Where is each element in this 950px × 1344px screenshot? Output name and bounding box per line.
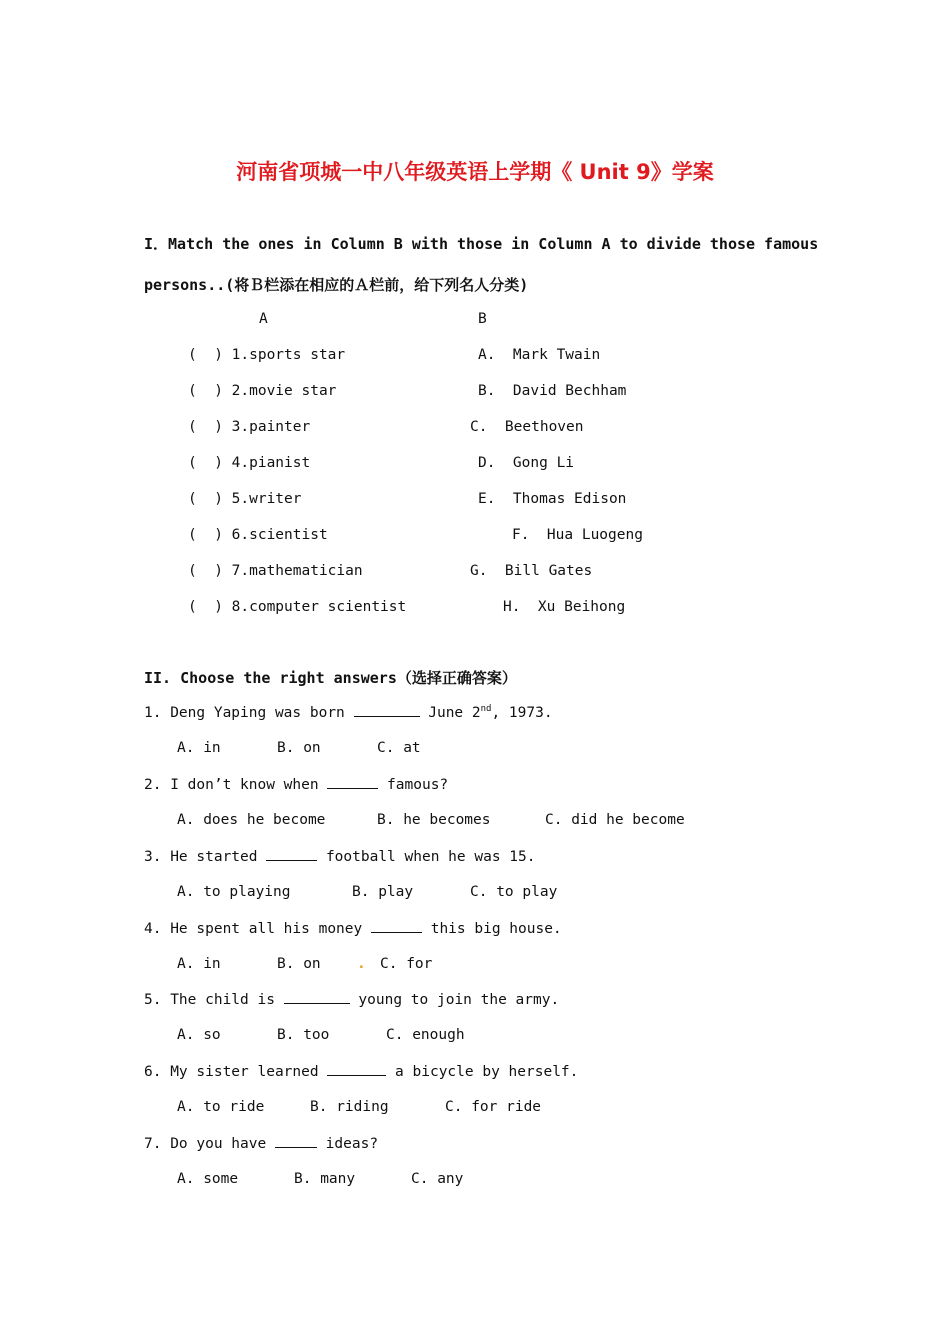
match-item-a: ( ) 1.sports star: [188, 347, 346, 363]
option: B. riding: [310, 1099, 389, 1115]
ordinal-suffix: nd: [480, 704, 492, 714]
question-stem-end: young to join the army.: [349, 992, 560, 1008]
question-stem-end: June 2: [419, 705, 481, 721]
stray-mark: .: [357, 956, 366, 972]
match-item-a: ( ) 2.movie star: [188, 383, 337, 399]
answer-blank: [327, 776, 378, 789]
option: A. to playing: [177, 884, 291, 900]
section2-heading: II. Choose the right answers（选择正确答案）: [144, 669, 517, 687]
column-a-header: A: [259, 311, 268, 327]
column-b-header: B: [478, 311, 487, 327]
match-item-a: ( ) 7.mathematician: [188, 563, 363, 579]
option: B. play: [352, 884, 414, 900]
question-4: [144, 920, 562, 937]
question-stem: 7. Do you have: [144, 1136, 275, 1152]
match-item-b: D. Gong Li: [478, 455, 575, 471]
section1-heading-line2: persons..(将Ｂ栏添在相应的Ａ栏前，给下列名人分类): [144, 276, 529, 294]
question-stem-end: this big house.: [421, 921, 562, 937]
match-item-a: ( ) 5.writer: [188, 491, 302, 507]
option: A. does he become: [177, 812, 326, 828]
option: C. enough: [386, 1027, 465, 1043]
option: C. to play: [470, 884, 558, 900]
question-3: [144, 848, 535, 865]
option: B. on: [277, 740, 321, 756]
match-item-b: C. Beethoven: [470, 419, 584, 435]
option: A. in: [177, 740, 221, 756]
match-item-a: ( ) 8.computer scientist: [188, 599, 407, 615]
question-stem: 1. Deng Yaping was born: [144, 705, 354, 721]
answer-blank: [371, 920, 422, 933]
question-1: [144, 704, 553, 721]
option: B. he becomes: [377, 812, 491, 828]
answer-blank: [284, 991, 350, 1004]
option: C. at: [377, 740, 421, 756]
page-title: 河南省项城一中八年级英语上学期《 Unit 9》学案: [236, 160, 714, 184]
option: B. many: [294, 1171, 356, 1187]
question-stem: 4. He spent all his money: [144, 921, 371, 937]
option: C. did he become: [545, 812, 685, 828]
option: B. on: [277, 956, 321, 972]
question-stem-end: famous?: [378, 777, 449, 793]
question-7: [144, 1135, 378, 1152]
question-2: [144, 776, 448, 793]
match-item-b: F. Hua Luogeng: [512, 527, 643, 543]
question-6: [144, 1063, 578, 1080]
match-item-b: H. Xu Beihong: [503, 599, 626, 615]
question-stem-end: football when he was 15.: [317, 849, 536, 865]
option: A. so: [177, 1027, 221, 1043]
question-stem-end: ideas?: [316, 1136, 379, 1152]
question-stem-tail: , 1973.: [491, 705, 553, 721]
question-stem: 6. My sister learned: [144, 1064, 328, 1080]
option: A. some: [177, 1171, 239, 1187]
question-stem: 3. He started: [144, 849, 267, 865]
match-item-a: ( ) 4.pianist: [188, 455, 311, 471]
answer-blank: [354, 704, 420, 717]
question-stem-end: a bicycle by herself.: [386, 1064, 579, 1080]
option: C. any: [411, 1171, 464, 1187]
question-stem: 5. The child is: [144, 992, 284, 1008]
match-item-a: ( ) 3.painter: [188, 419, 311, 435]
answer-blank: [327, 1063, 386, 1076]
answer-blank: [275, 1135, 317, 1148]
answer-blank: [266, 848, 317, 861]
option: A. to ride: [177, 1099, 265, 1115]
match-item-b: A. Mark Twain: [478, 347, 601, 363]
option: B. too: [277, 1027, 330, 1043]
match-item-a: ( ) 6.scientist: [188, 527, 328, 543]
question-5: [144, 991, 559, 1008]
match-item-b: E. Thomas Edison: [478, 491, 627, 507]
option: C. for ride: [445, 1099, 542, 1115]
section1-heading-line1: I．Match the ones in Column B with those in Column A to divide those famous: [144, 235, 819, 253]
match-item-b: G. Bill Gates: [470, 563, 593, 579]
option: C. for: [380, 956, 433, 972]
match-item-b: B. David Bechham: [478, 383, 627, 399]
question-stem: 2. I don’t know when: [144, 777, 328, 793]
option: A. in: [177, 956, 221, 972]
